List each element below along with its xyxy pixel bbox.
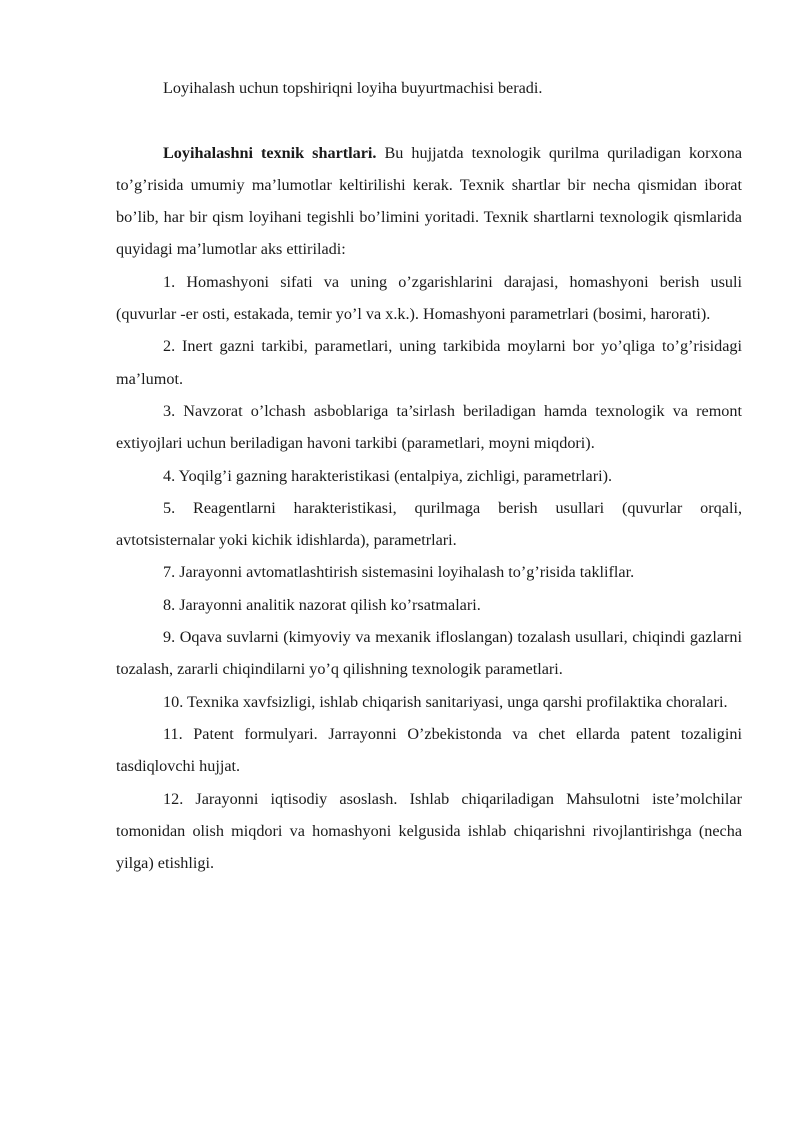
list-item: 7. Jarayonni avtomatlashtirish sistemasini loyihalash to’g’risida takliflar. — [163, 563, 635, 582]
list-item: 12. Jarayonni iqtisodiy asoslash. Ishlab chiqariladigan Mahsulotni iste’molchilar tomonidan olish miqdori va homashyoni kelgusida ishlab chiqarishni rivojlantirishga (necha yilga) etishligi. — [116, 789, 742, 873]
list-item: 4. Yoqilg’i gazning harakteristikasi (entalpiya, zichligi, parametrlari). — [163, 466, 613, 485]
list-item: 3. Navzorat o’lchash asboblariga ta’sirlash beriladigan hamda texnologik va remont extiyojlari uchun beriladigan havoni tarkibi (parametlari, moyni miqdori). — [116, 401, 742, 453]
intro-paragraph: Loyihalash uchun topshiriqni loyiha buyurtmachisi beradi. — [163, 79, 543, 97]
list-item: 11. Patent formulyari. Jarrayonni O’zbekistonda va chet ellarda patent tozaligini tasdiqlovchi hujjat. — [116, 724, 742, 776]
paragraph-spacer — [116, 104, 742, 136]
section-paragraph — [116, 137, 742, 266]
list-item: 8. Jarayonni analitik nazorat qilish ko’rsatmalari. — [163, 595, 481, 614]
list-item: 5. Reagentlarni harakteristikasi, qurilmaga berish usullari (quvurlar orqali, avtotsisternalar yoki kichik idishlarda), parametrlari. — [116, 498, 742, 550]
section-body: Bu hujjatda texnologik qurilma quriladigan korxona to’g’risida umumiy ma’lumotlar keltirilishi kerak. Texnik shartlar bir necha qismidan iborat bo’lib, har bir qism loyihani tegishli bo’limini yoritadi. Texnik shartlarni texnologik qismlarida quyidagi ma’lumotlar aks ettiriladi: — [116, 143, 743, 259]
list-item: 10. Texnika xavfsizligi, ishlab chiqarish sanitariyasi, unga qarshi profilaktika choralari. — [163, 692, 728, 711]
list-item: 2. Inert gazni tarkibi, parametlari, uning tarkibida moylarni bor yo’qliga to’g’risidagi ma’lumot. — [116, 337, 742, 388]
list-item: 1. Homashyoni sifati va uning o’zgarishlarini darajasi, homashyoni berish usuli (quvurlar -er osti, estakada, temir yo’l va x.k.). Homashyoni parametrlari (bosimi, harorati). — [116, 272, 742, 324]
section-heading: Loyihalashni texnik shartlari. — [163, 143, 377, 162]
document-body — [116, 72, 742, 879]
list-item: 9. Oqava suvlarni (kimyoviy va mexanik ifloslangan) tozalash usullari, chiqindi gazlarni tozalash, zararli chiqindilarni yo’q qilishning texnologik parametlari. — [116, 628, 742, 679]
